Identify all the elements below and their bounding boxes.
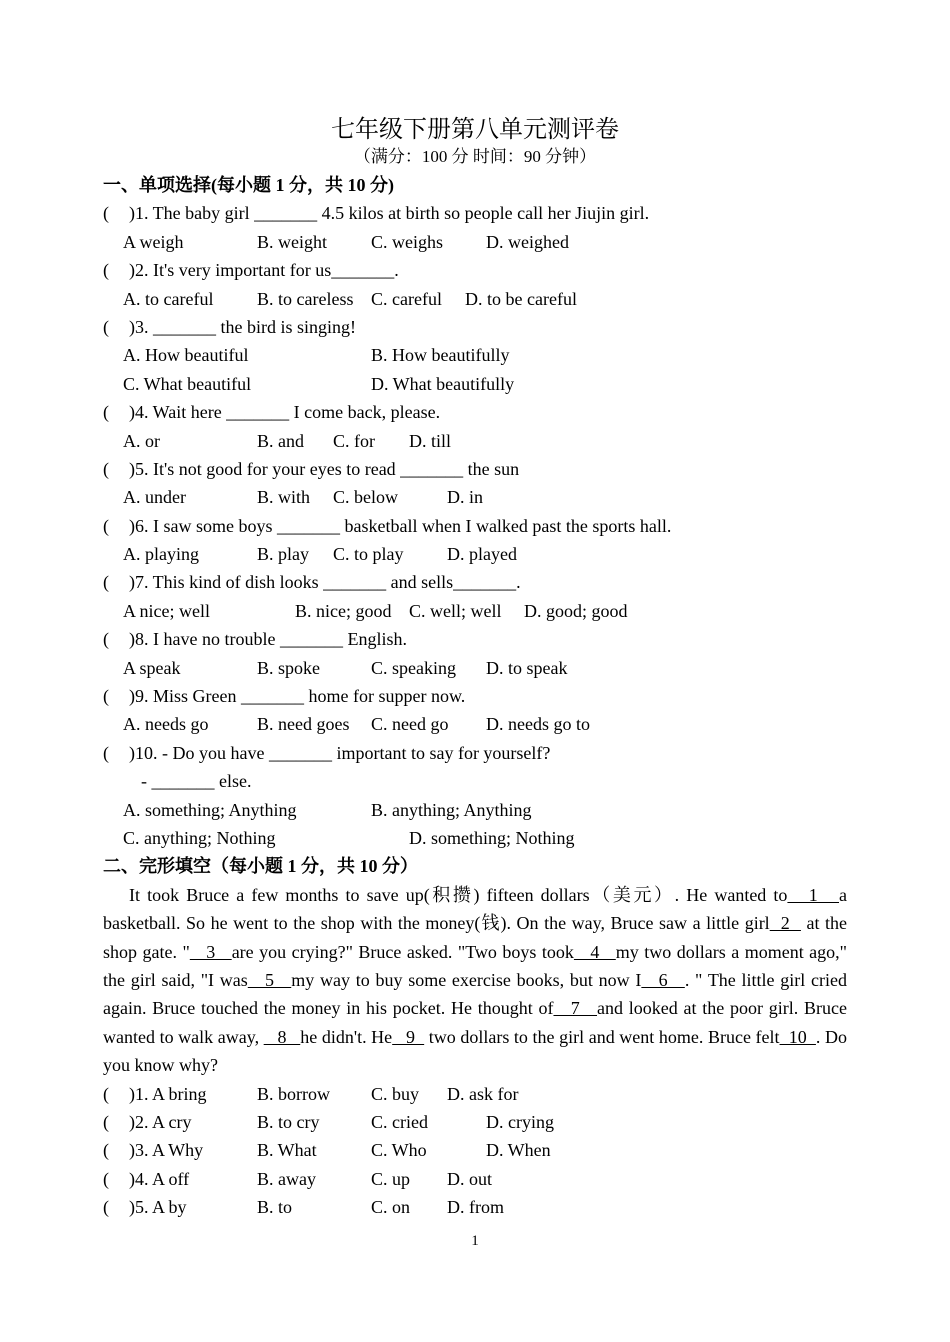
answer-paren: ( (103, 260, 109, 281)
option-d: D. out (447, 1168, 492, 1189)
option-d: D. played (447, 544, 517, 565)
passage-text: . Do you know why? (103, 1026, 848, 1076)
passage-text: and looked at the poor girl. Bruce wanted to walk away, (103, 998, 847, 1047)
option-b: B. and (257, 430, 304, 451)
option-d: D. ask for (447, 1083, 519, 1104)
option-a: A. under (123, 487, 186, 508)
cloze-stem: )2. A cry (129, 1112, 192, 1132)
question-3 (103, 313, 847, 341)
question-4-options (103, 427, 847, 455)
option-b: B. What (257, 1140, 317, 1161)
page-subtitle: （满分：100 分 时间：90 分钟） (353, 147, 597, 166)
option-b: B. to careless (257, 288, 354, 309)
question-stem: )5. It's not good for your eyes to read _______ the sun (129, 458, 520, 479)
option-a: A speak (123, 657, 181, 678)
question-stem-reply: - _______ else. (141, 771, 252, 792)
option-b: B. spoke (257, 657, 320, 678)
question-4 (103, 398, 847, 426)
question-9-options (103, 710, 847, 738)
option-c: C. What beautiful (123, 373, 252, 394)
blank-5: 5 (247, 969, 292, 990)
cloze-stem: )4. A off (129, 1168, 190, 1189)
passage-text: It took Bruce a few months to save up(积攒) fifteen dollars（美元）. He wanted to (129, 884, 788, 905)
option-d: D. to be careful (465, 288, 577, 309)
option-a: A weigh (123, 231, 184, 252)
cloze-stem: )3. A Why (129, 1140, 204, 1161)
question-6 (103, 512, 847, 540)
option-c: C. anything; Nothing (123, 827, 276, 848)
option-c: C. on (371, 1197, 411, 1218)
answer-paren: ( (103, 1140, 109, 1161)
option-d: D. good; good (524, 600, 628, 621)
answer-paren: ( (103, 1168, 109, 1189)
option-a: A. needs go (123, 714, 209, 735)
answer-paren: ( (103, 515, 109, 536)
question-6-options (103, 540, 847, 568)
option-d: D. weighed (486, 231, 569, 252)
option-d: D. to speak (486, 657, 568, 678)
option-a: A nice; well (123, 600, 210, 621)
question-1 (103, 199, 847, 227)
question-3-options-row1 (103, 341, 847, 369)
cloze-stem: )5. A by (129, 1197, 187, 1218)
page-number: 1 (471, 1233, 479, 1249)
blank-4: 4 (573, 941, 616, 962)
question-10-options-row1 (103, 796, 847, 824)
option-b: B. nice; good (295, 600, 392, 621)
option-d: D. crying (486, 1112, 554, 1132)
question-2 (103, 256, 847, 284)
passage-text: are you crying?" Bruce asked. "Two boys took (231, 941, 574, 962)
question-8-options (103, 654, 847, 682)
option-c: C. Who (371, 1140, 427, 1161)
passage-text: a basketball. So he went to the shop with the money(钱). On the way, Bruce saw a little girl (103, 884, 847, 934)
option-a: A. or (123, 430, 160, 451)
question-5-options (103, 483, 847, 511)
passage-text: two dollars to the girl and went home. Bruce felt (424, 1026, 780, 1047)
question-stem: )3. _______ the bird is singing! (129, 316, 356, 337)
answer-paren: ( (103, 1083, 109, 1104)
question-stem: )8. I have no trouble _______ English. (129, 629, 407, 650)
option-a: A. to careful (123, 288, 214, 309)
blank-10: 10 (779, 1026, 816, 1047)
cloze-question-4 (103, 1165, 847, 1193)
question-2-options (103, 285, 847, 313)
option-b: B. away (257, 1168, 316, 1189)
answer-paren: ( (103, 1197, 109, 1218)
passage-text: at the shop gate. " (103, 913, 848, 962)
blank-2: 2 (769, 913, 801, 934)
answer-paren: ( (103, 316, 109, 337)
option-c: C. for (333, 430, 375, 451)
answer-paren: ( (103, 402, 109, 423)
document-body (103, 171, 847, 1222)
question-stem: )7. This kind of dish looks _______ and sells_______. (129, 572, 521, 593)
option-b: B. to (257, 1197, 293, 1218)
option-c: C. well; well (409, 600, 502, 621)
section1-heading: 一、单项选择(每小题 1 分，共 10 分) (103, 175, 394, 195)
blank-9: 9 (392, 1026, 425, 1047)
question-5 (103, 455, 847, 483)
option-b: B. weight (257, 231, 327, 252)
answer-paren: ( (103, 686, 109, 707)
question-7 (103, 568, 847, 596)
option-b: B. borrow (257, 1083, 330, 1104)
option-b: B. How beautifully (371, 345, 510, 366)
question-3-options-row2 (103, 370, 847, 398)
cloze-question-3 (103, 1136, 847, 1164)
option-c: C. speaking (371, 657, 456, 678)
passage-text: . " The little girl cried again. Bruce touched the money in his pocket. He thought of (103, 969, 847, 1019)
cloze-question-5 (103, 1193, 847, 1221)
blank-7: 7 (553, 998, 598, 1019)
option-d: D. from (447, 1197, 504, 1218)
question-stem: )10. - Do you have _______ important to say for yourself? (129, 742, 551, 763)
answer-paren: ( (103, 203, 109, 224)
question-1-options (103, 228, 847, 256)
answer-paren: ( (103, 742, 109, 763)
passage-text: my way to buy some exercise books, but now I (291, 969, 642, 990)
option-c: C. to play (333, 544, 404, 565)
option-c: C. need go (371, 714, 449, 735)
cloze-question-1 (103, 1080, 847, 1108)
option-a: A. How beautiful (123, 345, 249, 366)
option-b: B. need goes (257, 714, 350, 735)
blank-1: 1 (787, 884, 839, 905)
cloze-stem: )1. A bring (129, 1083, 207, 1104)
option-d: D. What beautifully (371, 373, 515, 394)
question-stem: )9. Miss Green _______ home for supper now. (129, 686, 466, 707)
option-d: D. needs go to (486, 714, 590, 735)
option-c: C. weighs (371, 231, 443, 252)
question-stem: )6. I saw some boys _______ basketball when I walked past the sports hall. (129, 515, 672, 536)
cloze-passage (103, 881, 847, 1080)
option-d: D. something; Nothing (409, 827, 575, 848)
question-8 (103, 625, 847, 653)
answer-paren: ( (103, 629, 109, 650)
blank-6: 6 (641, 969, 685, 990)
blank-8: 8 (263, 1026, 301, 1047)
option-b: B. anything; Anything (371, 799, 532, 820)
option-d: D. When (486, 1140, 551, 1161)
question-10 (103, 739, 847, 767)
page-title: 七年级下册第八单元测评卷 (331, 117, 619, 143)
option-c: C. buy (371, 1083, 420, 1104)
question-stem: )4. Wait here _______ I come back, please. (129, 402, 441, 423)
question-stem: )2. It's very important for us_______. (129, 260, 399, 281)
option-c: C. careful (371, 288, 442, 309)
question-7-options (103, 597, 847, 625)
option-a: A. something; Anything (123, 799, 297, 820)
answer-paren: ( (103, 458, 109, 479)
passage-text: he didn't. He (300, 1026, 393, 1047)
passage-text: my two dollars a moment ago," the girl said, "I was (103, 941, 848, 990)
answer-paren: ( (103, 572, 109, 593)
section2-heading: 二、完形填空（每小题 1 分，共 10 分） (103, 856, 418, 877)
question-9 (103, 682, 847, 710)
question-10-options-row2 (103, 824, 847, 852)
question-stem: )1. The baby girl _______ 4.5 kilos at birth so people call her Jiujin girl. (129, 203, 650, 224)
question-10-reply (103, 767, 847, 795)
option-b: B. play (257, 544, 309, 565)
option-c: C. up (371, 1168, 411, 1189)
cloze-question-2 (103, 1108, 847, 1136)
blank-3: 3 (189, 941, 232, 962)
option-b: B. with (257, 487, 311, 508)
answer-paren: ( (103, 1112, 109, 1132)
option-d: D. till (409, 430, 452, 451)
option-b: B. to cry (257, 1112, 320, 1132)
option-c: C. below (333, 487, 398, 508)
option-a: A. playing (123, 544, 199, 565)
option-c: C. cried (371, 1112, 428, 1132)
option-d: D. in (447, 487, 483, 508)
